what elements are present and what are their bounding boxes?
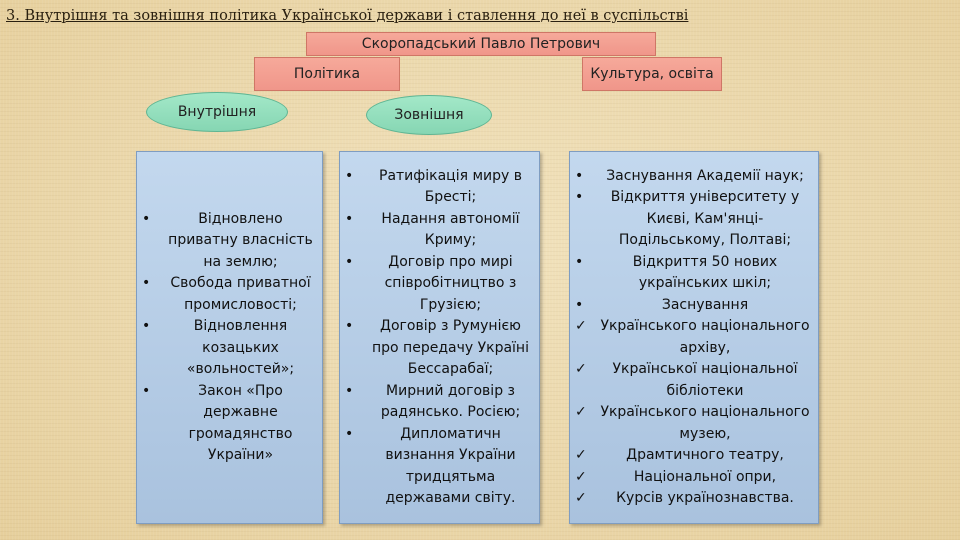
list-item: [575, 402, 812, 445]
slide-title: 3. Внутрішня та зовнішня політика Української держави і ставлення до неї в суспільстві: [6, 8, 689, 24]
bullet-icon: •: [575, 253, 584, 270]
bullet-icon: •: [142, 275, 151, 291]
header-label: Скоропадський Павло Петрович: [361, 36, 601, 52]
politics-box: [254, 57, 400, 91]
list-item: [345, 252, 533, 317]
bullet-icon: •: [575, 189, 584, 205]
list-item: [345, 209, 533, 252]
item-text: Договір про мирі співробітництво з Грузією;: [384, 253, 517, 313]
item-text: Заснування Академії наук;: [606, 167, 804, 184]
list-item: [345, 166, 533, 209]
check-icon: ✓: [575, 318, 587, 334]
bullet-icon: •: [142, 318, 151, 334]
bullet-icon: •: [345, 210, 354, 227]
external-list: [345, 166, 533, 510]
check-icon: ✓: [575, 404, 587, 420]
bullet-icon: •: [345, 382, 354, 399]
item-text: Національної опри,: [633, 468, 777, 485]
culture-label: Культура, освіта: [590, 66, 714, 82]
list-item: [345, 424, 533, 510]
culture-panel: [569, 151, 819, 524]
item-text: Закон «Про державне громадянство України»: [188, 382, 293, 463]
item-text: Свобода приватної промисловості;: [170, 275, 311, 313]
item-text: Українського національного архіву,: [600, 318, 810, 356]
check-icon: ✓: [575, 447, 587, 463]
item-text: Мирний договір з радянсько. Росією;: [380, 382, 521, 420]
list-item: [345, 316, 533, 381]
list-item: [575, 252, 812, 295]
bullet-icon: •: [575, 167, 584, 184]
bullet-icon: •: [142, 382, 151, 399]
internal-list: [142, 209, 316, 467]
item-text: Ратифікація миру в Бресті;: [379, 167, 522, 205]
internal-label: Внутрішня: [177, 104, 257, 120]
list-item: [142, 381, 316, 467]
internal-panel: [136, 151, 323, 524]
list-item: [575, 316, 812, 359]
politics-label: Політика: [293, 66, 361, 82]
item-text: Відновлення козацьких «вольностей»;: [186, 318, 295, 377]
item-text: Відкриття 50 нових українських шкіл;: [632, 253, 778, 291]
internal-oval: [146, 92, 288, 132]
external-panel: [339, 151, 540, 524]
list-item: [575, 166, 812, 188]
header-box: [306, 32, 656, 56]
external-oval: [366, 95, 492, 135]
bullet-icon: •: [575, 296, 584, 313]
item-text: Дипломатичн визнання України тридцятьма державами світу.: [385, 425, 516, 506]
list-item: [575, 187, 812, 252]
list-item: [575, 445, 812, 467]
item-text: Драмтичного театру,: [626, 447, 784, 463]
list-item: [142, 209, 316, 274]
check-icon: ✓: [575, 361, 587, 377]
list-item: [575, 359, 812, 402]
culture-box: [582, 57, 722, 91]
bullet-icon: •: [142, 210, 151, 227]
item-text: Надання автономії Криму;: [381, 210, 520, 248]
check-icon: ✓: [575, 468, 587, 485]
item-text: Відновлено приватну власність на землю;: [168, 210, 313, 270]
culture-list: [575, 166, 812, 510]
list-item: [345, 381, 533, 424]
list-item: [575, 488, 812, 510]
item-text: Відкриття університету у Києві, Кам'янці-Подільському, Полтаві;: [610, 189, 800, 248]
bullet-icon: •: [345, 167, 354, 184]
list-item: [142, 273, 316, 316]
bullet-icon: •: [345, 253, 354, 270]
item-text: Українського національного музею,: [600, 404, 810, 442]
bullet-icon: •: [345, 425, 354, 442]
bullet-icon: •: [345, 318, 354, 334]
external-label: Зовнішня: [394, 107, 464, 123]
item-text: Заснування: [661, 296, 749, 313]
list-item: [575, 467, 812, 489]
item-text: Договір з Румунією про передачу Україні Бессарабаї;: [372, 318, 529, 377]
list-item: [142, 316, 316, 381]
item-text: Української національної бібліотеки: [612, 361, 798, 399]
check-icon: ✓: [575, 490, 587, 506]
list-item: [575, 295, 812, 317]
item-text: Курсів українознавства.: [616, 490, 794, 506]
